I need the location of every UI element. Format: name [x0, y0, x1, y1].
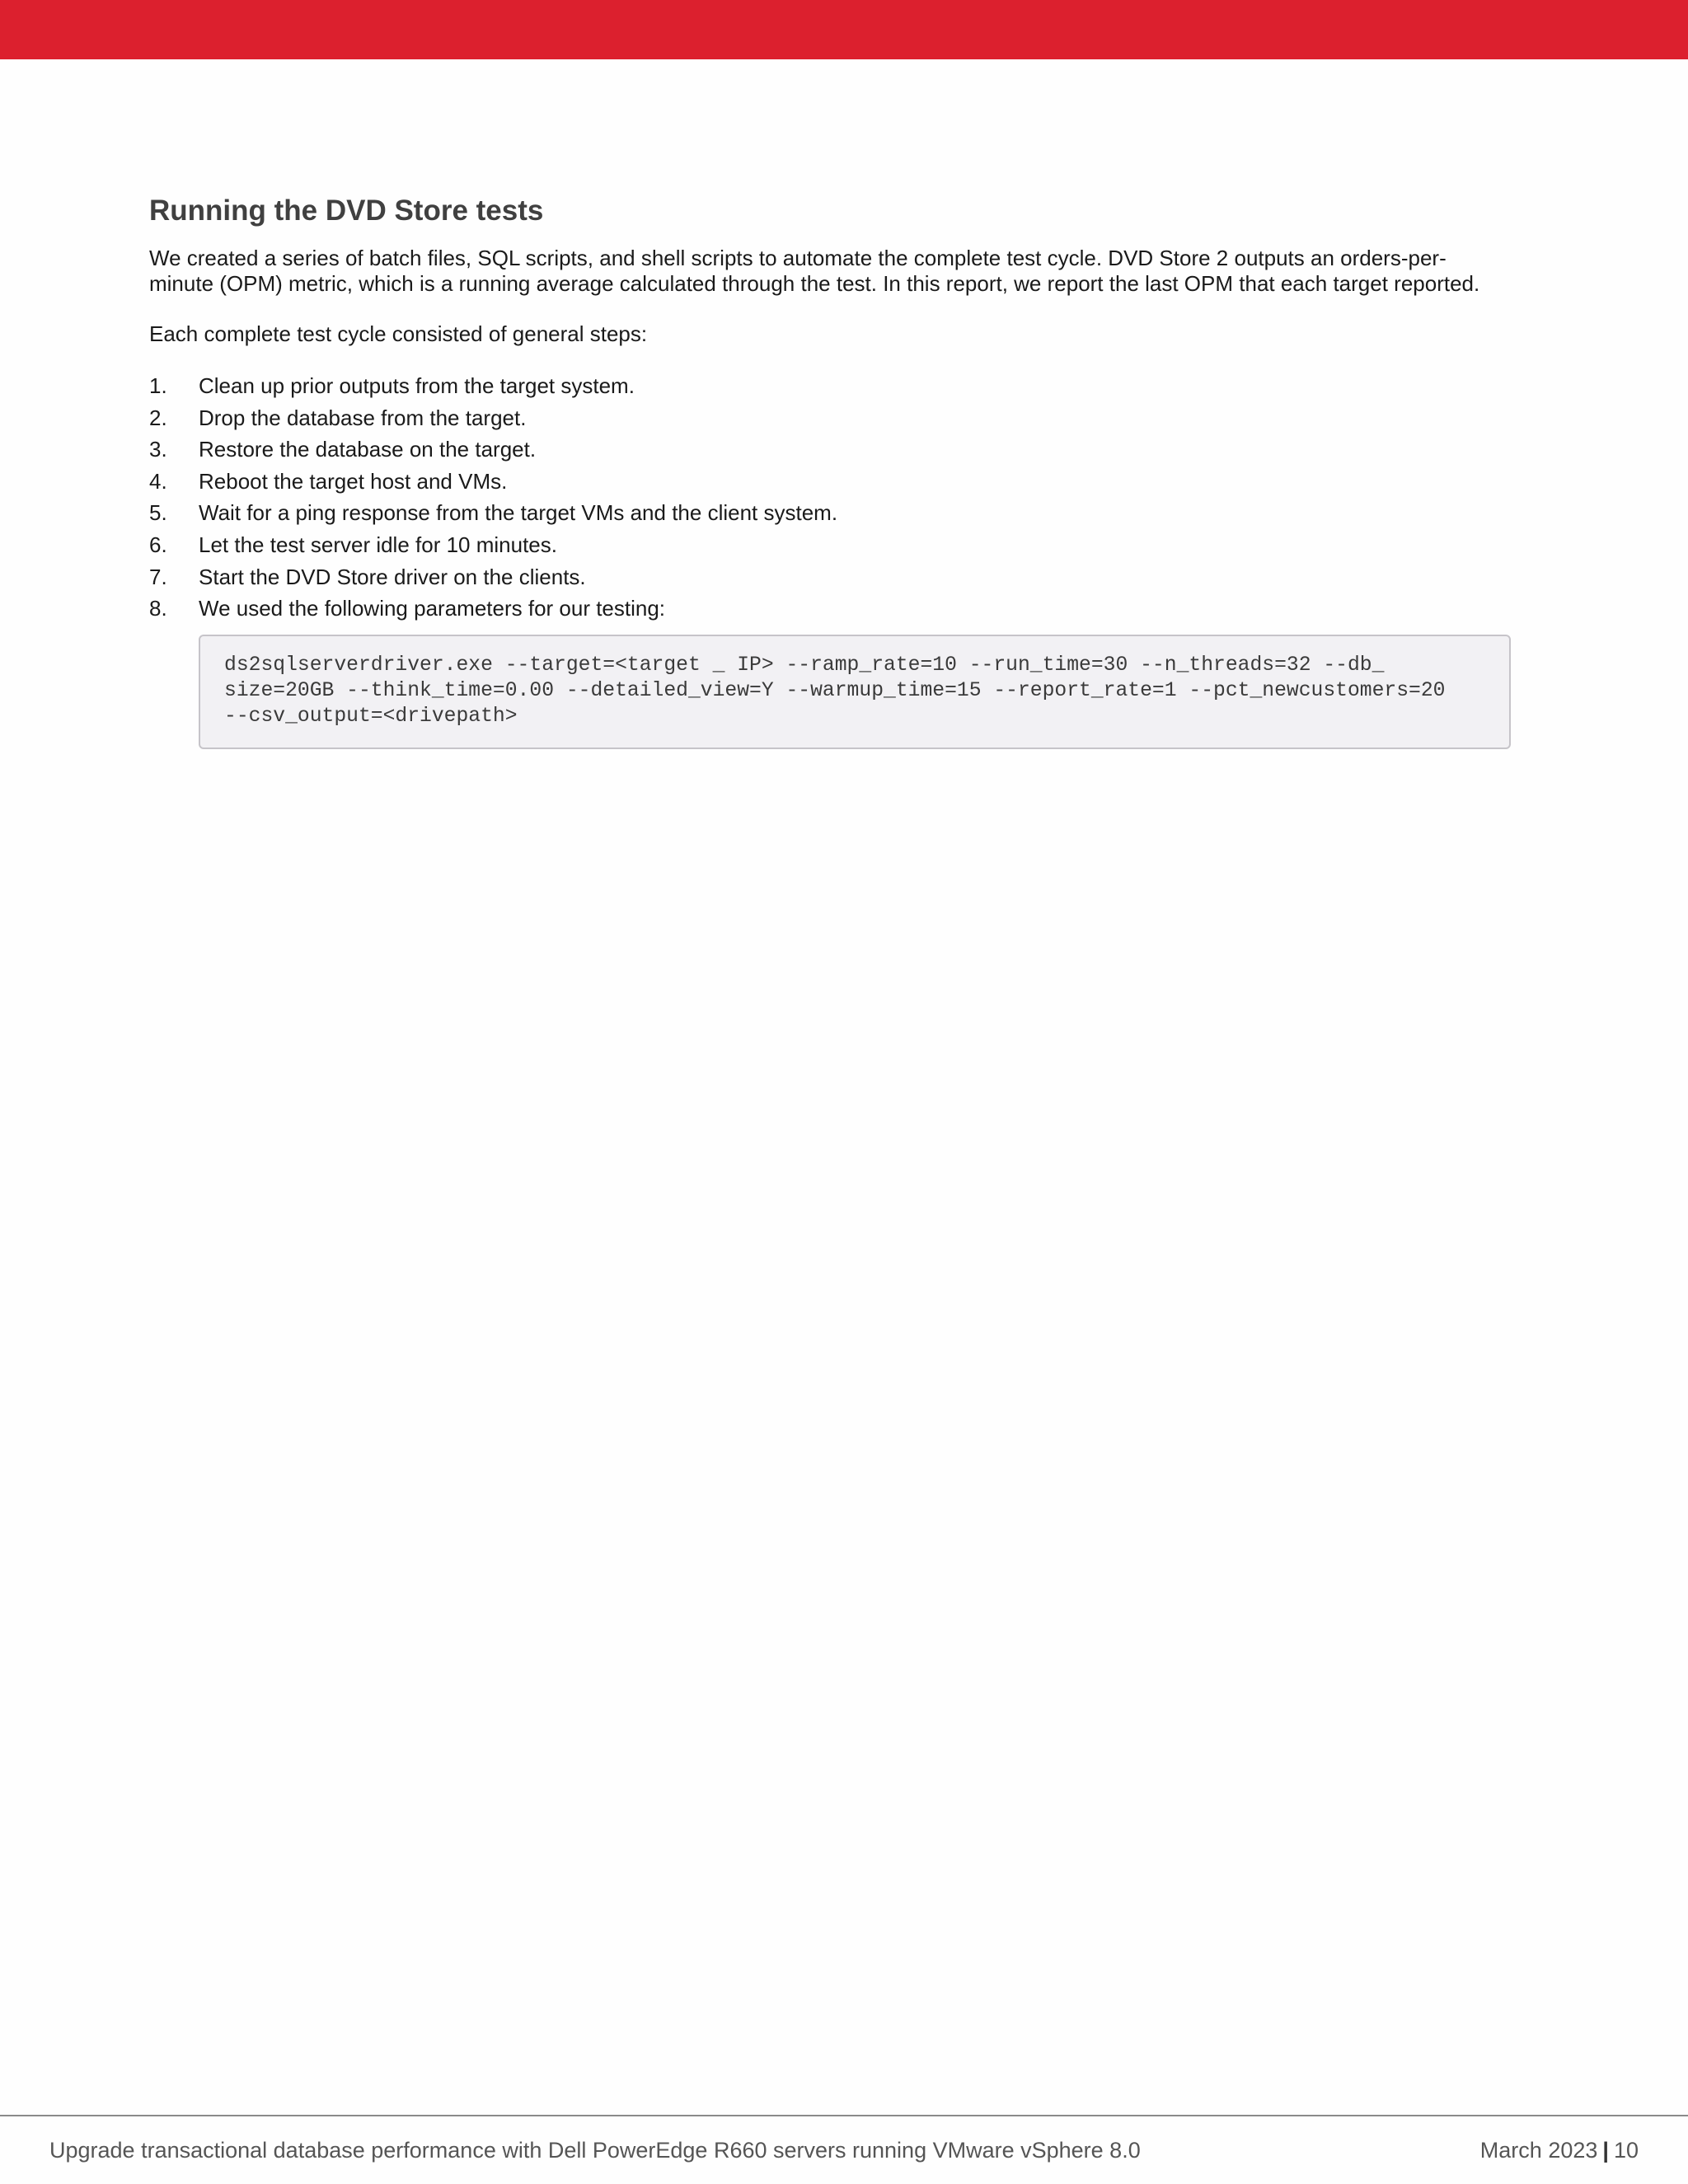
footer-divider [0, 2115, 1688, 2116]
code-line: ds2sqlserverdriver.exe --target=<target _ IP> --ramp_rate=10 --run_time=30 --n_threads=32 --db_ [224, 653, 1385, 677]
header-band [0, 0, 1688, 59]
list-item [149, 370, 1542, 402]
step-number: 2. [149, 405, 167, 430]
list-item [149, 561, 1542, 593]
footer-page-info [1480, 2137, 1639, 2163]
list-item [149, 466, 1542, 498]
intro-paragraph [149, 246, 1542, 297]
step-number: 6. [149, 532, 167, 557]
section-title: Running the DVD Store tests [149, 194, 544, 227]
step-text: Restore the database on the target. [199, 437, 537, 462]
step-text: Start the DVD Store driver on the clients. [199, 564, 586, 589]
step-number: 3. [149, 437, 167, 462]
code-line: size=20GB --think_time=0.00 --detailed_view=Y --warmup_time=15 --report_rate=1 --pct_newcustomers=20 [224, 678, 1446, 702]
step-number: 5. [149, 500, 167, 526]
step-text: Clean up prior outputs from the target system. [199, 373, 635, 398]
list-item [149, 593, 1542, 625]
step-text: Drop the database from the target. [199, 405, 527, 430]
step-text: Let the test server idle for 10 minutes. [199, 532, 557, 557]
step-text: Reboot the target host and VMs. [199, 468, 508, 494]
code-block [199, 635, 1511, 749]
steps-intro: Each complete test cycle consisted of general steps: [149, 321, 648, 346]
list-item [149, 402, 1542, 434]
step-number: 8. [149, 596, 167, 621]
footer-document-title: Upgrade transactional database performance with Dell PowerEdge R660 servers running VMware vSphere 8.0 [49, 2138, 1141, 2163]
footer-page-number: 10 [1613, 2138, 1639, 2163]
intro-line-2: minute (OPM) metric, which is a running average calculated through the test. In this report, we report the last OPM that each target reported. [149, 271, 1480, 296]
intro-line-1: We created a series of batch files, SQL scripts, and shell scripts to automate the complete test cycle. DVD Store 2 outputs an orders-per- [149, 246, 1447, 270]
step-number: 7. [149, 564, 167, 589]
step-text: Wait for a ping response from the target VMs and the client system. [199, 500, 838, 526]
list-item [149, 497, 1542, 529]
steps-list [149, 370, 1542, 625]
footer-date: March 2023 [1479, 2138, 1598, 2163]
list-item [149, 529, 1542, 561]
footer-separator: | [1602, 2138, 1609, 2163]
step-text: We used the following parameters for our testing: [199, 596, 666, 621]
list-item [149, 434, 1542, 466]
code-line: --csv_output=<drivepath> [224, 704, 518, 728]
main-content [149, 190, 1542, 749]
step-number: 1. [149, 373, 167, 398]
step-number: 4. [149, 468, 167, 494]
